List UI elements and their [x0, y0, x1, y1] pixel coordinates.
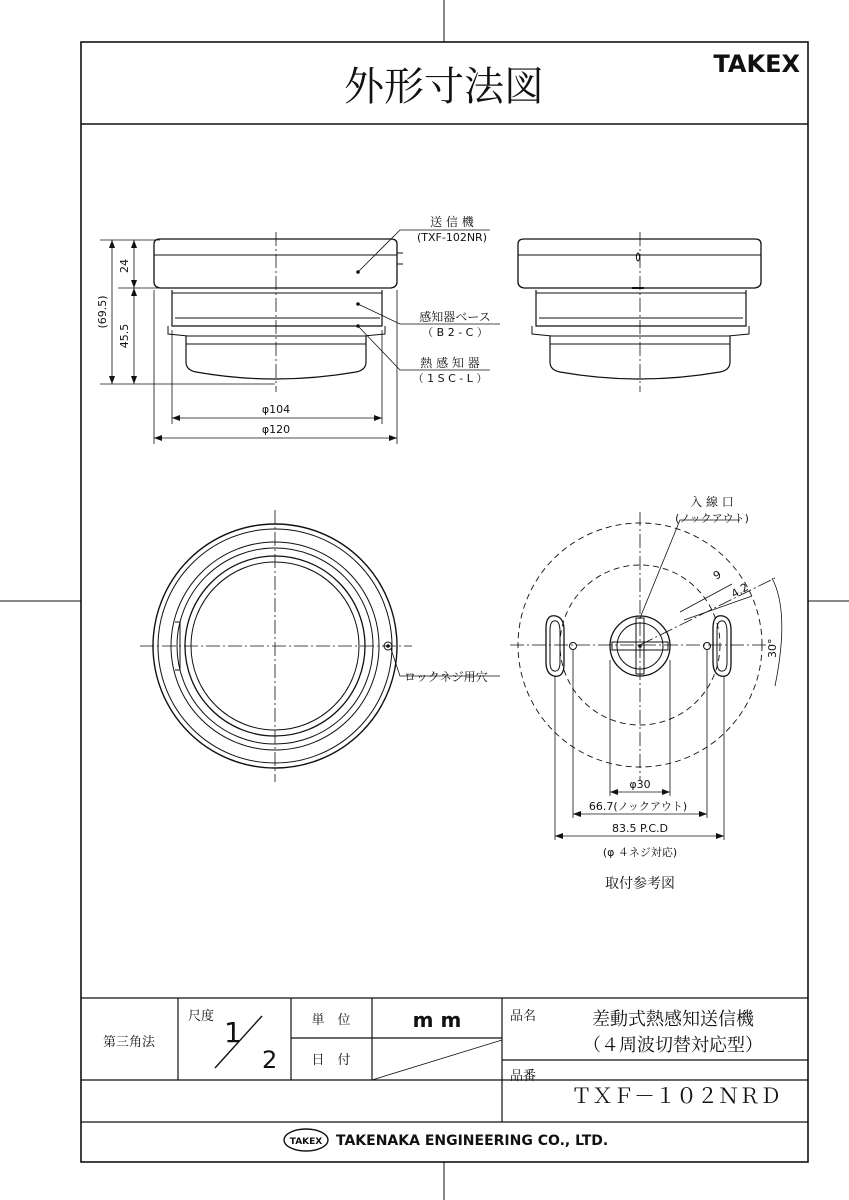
- product-name-line2: （４周波切替対応型）: [583, 1035, 763, 1056]
- scale-denominator: 2: [262, 1046, 278, 1074]
- dim-83-5: 83.5 P.C.D: [611, 822, 669, 835]
- lock-screw-label: ロックネジ用穴: [404, 670, 488, 684]
- date-label: 日 付: [311, 1053, 351, 1068]
- dim-phi30: φ30: [629, 778, 651, 791]
- company-logo: [284, 1129, 328, 1151]
- label-transmitter-model: (TXF-102NR): [416, 231, 488, 244]
- page-title: 外形寸法図: [344, 64, 544, 110]
- product-name-label: 品名: [510, 1009, 537, 1024]
- dim-height-bottom: 45.5: [118, 323, 131, 349]
- mounting-caption: 取付参考図: [605, 876, 675, 892]
- dim-dia-inner: φ104: [261, 403, 291, 416]
- dim-4-2: 4.2: [729, 580, 751, 601]
- bottom-view: [140, 510, 500, 782]
- label-detector: 熱 感 知 器: [420, 356, 480, 370]
- unit-value: m m: [412, 1008, 462, 1032]
- dim-83-5-sub: (φ ４ネジ対応): [602, 846, 678, 859]
- dim-height-top: 24: [118, 259, 131, 273]
- label-base: 感知器ベース: [419, 310, 491, 324]
- projection-method: 第三角法: [102, 1035, 156, 1050]
- dim-dia-outer: φ120: [261, 423, 291, 436]
- unit-label: 単 位: [311, 1013, 351, 1028]
- dim-9: 9: [711, 567, 724, 583]
- scale-label: 尺度: [188, 1009, 215, 1024]
- dim-height-total: (69.5): [96, 295, 109, 329]
- product-number: ＴＸＦ－１０２ＮＲＤ: [571, 1084, 781, 1108]
- product-number-label: 品番: [510, 1069, 537, 1084]
- inlet-label: 入 線 口: [690, 495, 734, 509]
- company-name: TAKENAKA ENGINEERING CO., LTD.: [336, 1133, 609, 1149]
- product-name-line1: 差動式熱感知送信機: [592, 1009, 754, 1030]
- svg-text:TAKEX: TAKEX: [289, 1137, 323, 1147]
- scale-numerator: 1: [224, 1016, 242, 1049]
- label-base-model: （ B 2 - C ）: [422, 326, 488, 339]
- label-detector-model: （ 1 S C - L ）: [412, 372, 488, 385]
- label-transmitter: 送 信 機: [430, 215, 474, 229]
- brand-logo: TAKEX: [713, 50, 800, 78]
- inlet-sub-label: (ノックアウト): [675, 512, 749, 525]
- dim-angle-30: 30°: [766, 638, 779, 658]
- dim-66-7: 66.7(ノックアウト): [588, 800, 688, 813]
- side-view-rotated: [518, 232, 761, 392]
